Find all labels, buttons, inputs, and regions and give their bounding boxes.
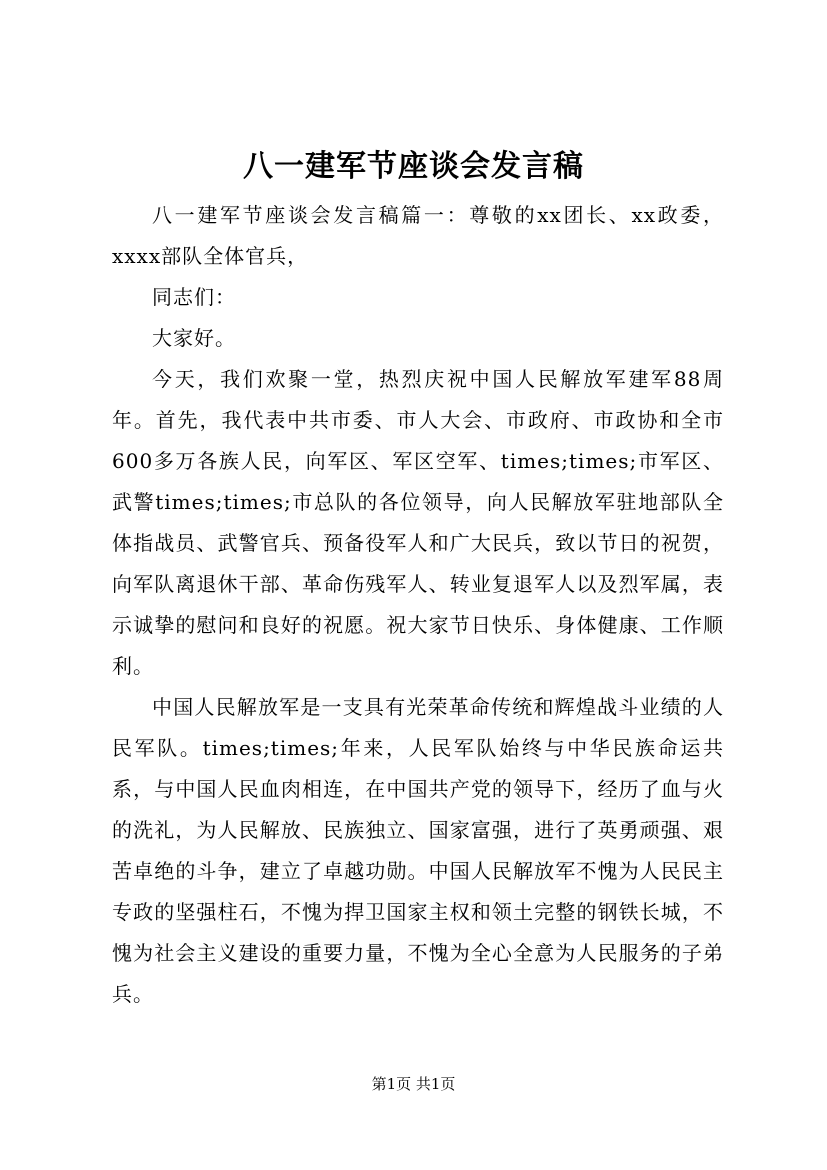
page-number-footer: 第1页 共1页: [371, 1075, 456, 1093]
document-body: [112, 195, 724, 1015]
paragraph-greeting: 八一建军节座谈会发言稿篇一：尊敬的xx团长、xx政委，xxxx部队全体官兵，: [112, 203, 724, 268]
paragraph-army-history: 中国人民解放军是一支具有光荣革命传统和辉煌战斗业绩的人民军队。times;times;年来，人民军队始终与中华民族命运共系，与中国人民血肉相连，在中国共产党的领导下，经历了血与火的洗礼，为人民解放、民族独立、国家富强，进行了英勇顽强、艰苦卓绝的斗争，建立了卓越功勋。中国人民解放军不愧为人民民主专政的坚强柱石，不愧为捍卫国家主权和领土完整的钢铁长城，不愧为社会主义建设的重要力量，不愧为全心全意为人民服务的子弟兵。: [112, 695, 724, 1006]
paragraph-salutation: 同志们：: [152, 285, 236, 309]
paragraph-hello: 大家好。: [152, 326, 236, 350]
paragraph-celebration: 今天，我们欢聚一堂，热烈庆祝中国人民解放军建军88周年。首先，我代表中共市委、市人大会、市政府、市政协和全市600多万各族人民，向军区、军区空军、times;times;市军区、武警times;times;市总队的各位领导，向人民解放军驻地部队全体指战员、武警官兵、预备役军人和广大民兵，致以节日的祝贺，向军队离退休干部、革命伤残军人、转业复退军人以及烈军属，表示诚挚的慰问和良好的祝愿。祝大家节日快乐、身体健康、工作顺利。: [112, 367, 724, 678]
document-title: 八一建军节座谈会发言稿: [243, 149, 584, 184]
